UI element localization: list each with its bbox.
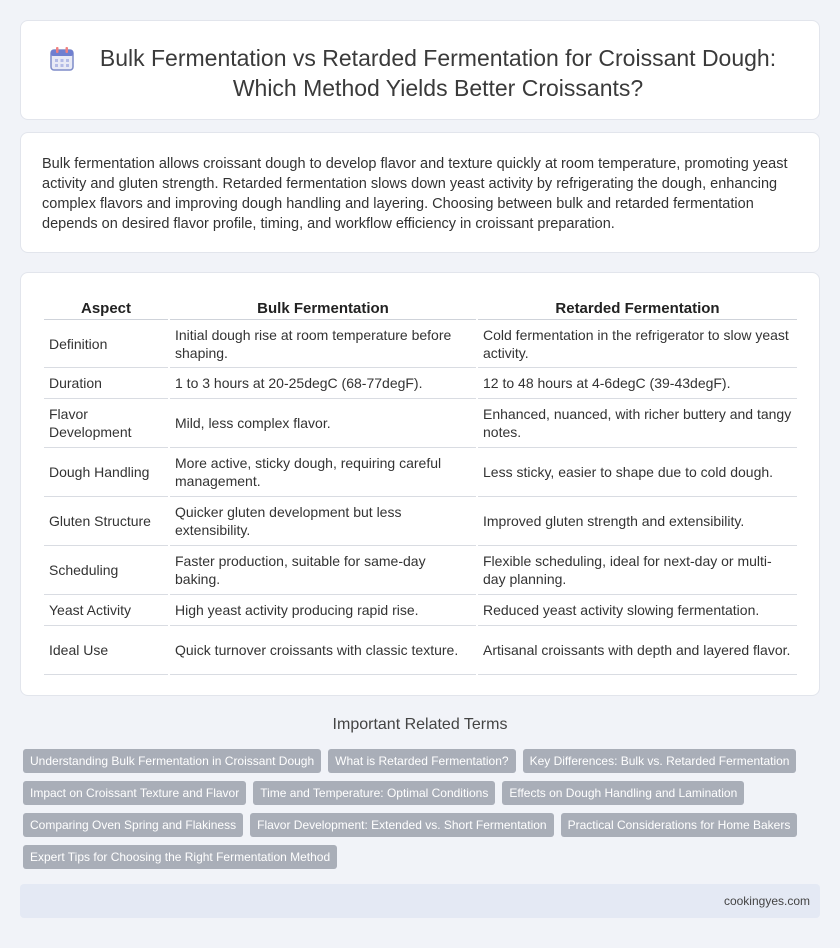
cell-bulk: Quicker gluten development but less extensibility. <box>170 497 476 546</box>
related-term-tag[interactable]: What is Retarded Fermentation? <box>328 749 515 773</box>
table-row <box>44 546 797 595</box>
cell-bulk: More active, sticky dough, requiring careful management. <box>170 448 476 497</box>
cell-bulk: Mild, less complex flavor. <box>170 399 476 448</box>
related-term-tag[interactable]: Flavor Development: Extended vs. Short Fermentation <box>250 813 553 837</box>
related-term-tag[interactable]: Effects on Dough Handling and Lamination <box>502 781 744 805</box>
related-term-tag[interactable]: Impact on Croissant Texture and Flavor <box>23 781 246 805</box>
table-row <box>44 626 797 675</box>
related-term-tag[interactable]: Expert Tips for Choosing the Right Fermentation Method <box>23 845 337 869</box>
cell-retarded: Flexible scheduling, ideal for next-day or multi-day planning. <box>478 546 797 595</box>
cell-bulk: Initial dough rise at room temperature before shaping. <box>170 320 476 368</box>
table-row <box>44 399 797 448</box>
cell-aspect: Scheduling <box>44 546 168 595</box>
table-row <box>44 368 797 399</box>
cell-retarded: Artisanal croissants with depth and layered flavor. <box>478 626 797 675</box>
table-row <box>44 448 797 497</box>
cell-retarded: 12 to 48 hours at 4-6degC (39-43degF). <box>478 368 797 399</box>
cell-retarded: Less sticky, easier to shape due to cold dough. <box>478 448 797 497</box>
footer-site-link[interactable]: cookingyes.com <box>723 894 810 908</box>
cell-aspect: Yeast Activity <box>44 595 168 626</box>
related-term-tag[interactable]: Time and Temperature: Optimal Conditions <box>253 781 495 805</box>
title-card <box>20 20 820 120</box>
header-bulk: Bulk Fermentation <box>170 294 476 320</box>
cell-bulk: 1 to 3 hours at 20-25degC (68-77degF). <box>170 368 476 399</box>
cell-aspect: Dough Handling <box>44 448 168 497</box>
table-row <box>44 320 797 368</box>
cell-retarded: Cold fermentation in the refrigerator to slow yeast activity. <box>478 320 797 368</box>
cell-bulk: Quick turnover croissants with classic texture. <box>170 626 476 675</box>
cell-retarded: Enhanced, nuanced, with richer buttery and tangy notes. <box>478 399 797 448</box>
table-header-row <box>44 294 797 320</box>
related-term-tag[interactable]: Comparing Oven Spring and Flakiness <box>23 813 243 837</box>
cell-retarded: Reduced yeast activity slowing fermentation. <box>478 595 797 626</box>
cell-aspect: Duration <box>44 368 168 399</box>
comparison-card <box>20 272 820 696</box>
cell-aspect: Gluten Structure <box>44 497 168 546</box>
table-row <box>44 595 797 626</box>
header-retarded: Retarded Fermentation <box>478 294 797 320</box>
cell-retarded: Improved gluten strength and extensibility. <box>478 497 797 546</box>
comparison-table <box>42 294 799 675</box>
table-row <box>44 497 797 546</box>
cell-aspect: Ideal Use <box>44 626 168 675</box>
related-terms-title: Important Related Terms <box>332 716 508 733</box>
related-term-tag[interactable]: Practical Considerations for Home Bakers <box>561 813 798 837</box>
related-terms-list <box>23 749 803 869</box>
cell-bulk: High yeast activity producing rapid rise. <box>170 595 476 626</box>
summary-paragraph: Bulk fermentation allows croissant dough to develop flavor and texture quickly at room temperature, promoting yeast activity and gluten strength. Retarded fermentation slows down yeast activity by refrigerating the dough, enhancing complex flavors and improving dough handling and layering. Choosing between bulk and retarded fermentation depends on desired flavor profile, timing, and workflow efficiency in croissant preparation. <box>42 156 788 232</box>
header-aspect: Aspect <box>44 294 168 320</box>
cell-aspect: Flavor Development <box>44 399 168 448</box>
related-term-tag[interactable]: Key Differences: Bulk vs. Retarded Fermentation <box>523 749 797 773</box>
cell-bulk: Faster production, suitable for same-day baking. <box>170 546 476 595</box>
related-term-tag[interactable]: Understanding Bulk Fermentation in Croissant Dough <box>23 749 321 773</box>
page-title: Bulk Fermentation vs Retarded Fermentation for Croissant Dough: Which Method Yields Better Croissants? <box>99 45 777 101</box>
cell-aspect: Definition <box>44 320 168 368</box>
summary-card <box>20 132 820 253</box>
footer <box>20 884 820 918</box>
